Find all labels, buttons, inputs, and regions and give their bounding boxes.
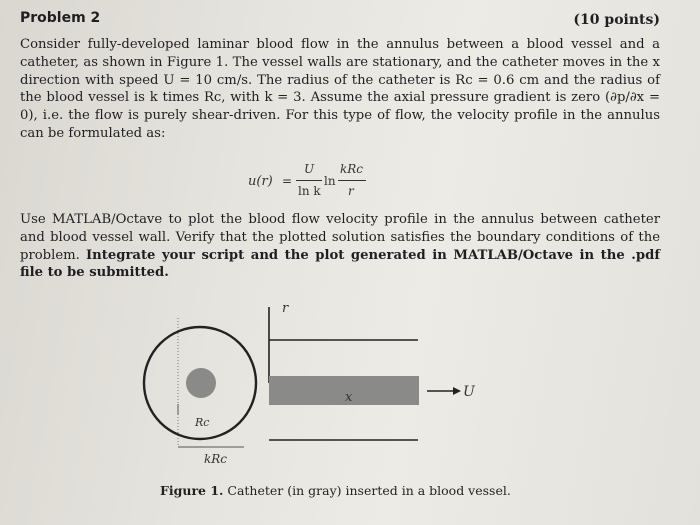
task-text: Use MATLAB/Octave to plot the blood flow velocity profile in the annulus between catheter and blood vessel wall. Verify that the plotted solution satisfies the boundary conditions of the problem. [20, 212, 660, 263]
label-kRc: kRc [204, 452, 228, 466]
problem-title: Problem 2 [20, 10, 101, 26]
figure-caption [160, 483, 511, 498]
formula-frac2-denominator: r [348, 184, 354, 198]
caption-label: Figure 1. [160, 483, 224, 498]
label-r: r [282, 301, 289, 316]
formula-lhs: u(r) [248, 174, 273, 189]
formula-equals: = [282, 174, 293, 188]
label-x: x [345, 390, 353, 405]
formula-frac1-denominator: ln k [298, 184, 321, 198]
label-Rc: Rc [195, 416, 210, 429]
formula-frac2-numerator: kRc [340, 162, 364, 176]
catheter-cross-section [186, 368, 216, 398]
formula-frac1-numerator: U [304, 162, 315, 176]
label-U: U [463, 384, 475, 400]
formula-ln: ln [324, 174, 336, 188]
task-bold-text: Integrate your script and the plot generated in MATLAB/Octave in the .pdf file to be submitted. [20, 247, 660, 281]
velocity-arrowhead [453, 387, 461, 395]
caption-text: Catheter (in gray) inserted in a blood vessel. [223, 483, 511, 498]
problem-points: (10 points) [573, 12, 660, 28]
catheter-longitudinal [269, 376, 419, 405]
problem-description: Consider fully-developed laminar blood flow in the annulus between a blood vessel and a catheter, as shown in Figure 1. The vessel walls are stationary, and the catheter moves in the x direction with speed U = 10 cm/s. The radius of the catheter is Rc = 0.6 cm and the radius of the blood vessel is k times Rc, with k = 3. Assume the axial pressure gradient is zero (∂p/∂x = 0), i.e. the flow is purely shear-driven. For this type of flow, the velocity profile in the annulus can be formulated as: [20, 37, 660, 141]
